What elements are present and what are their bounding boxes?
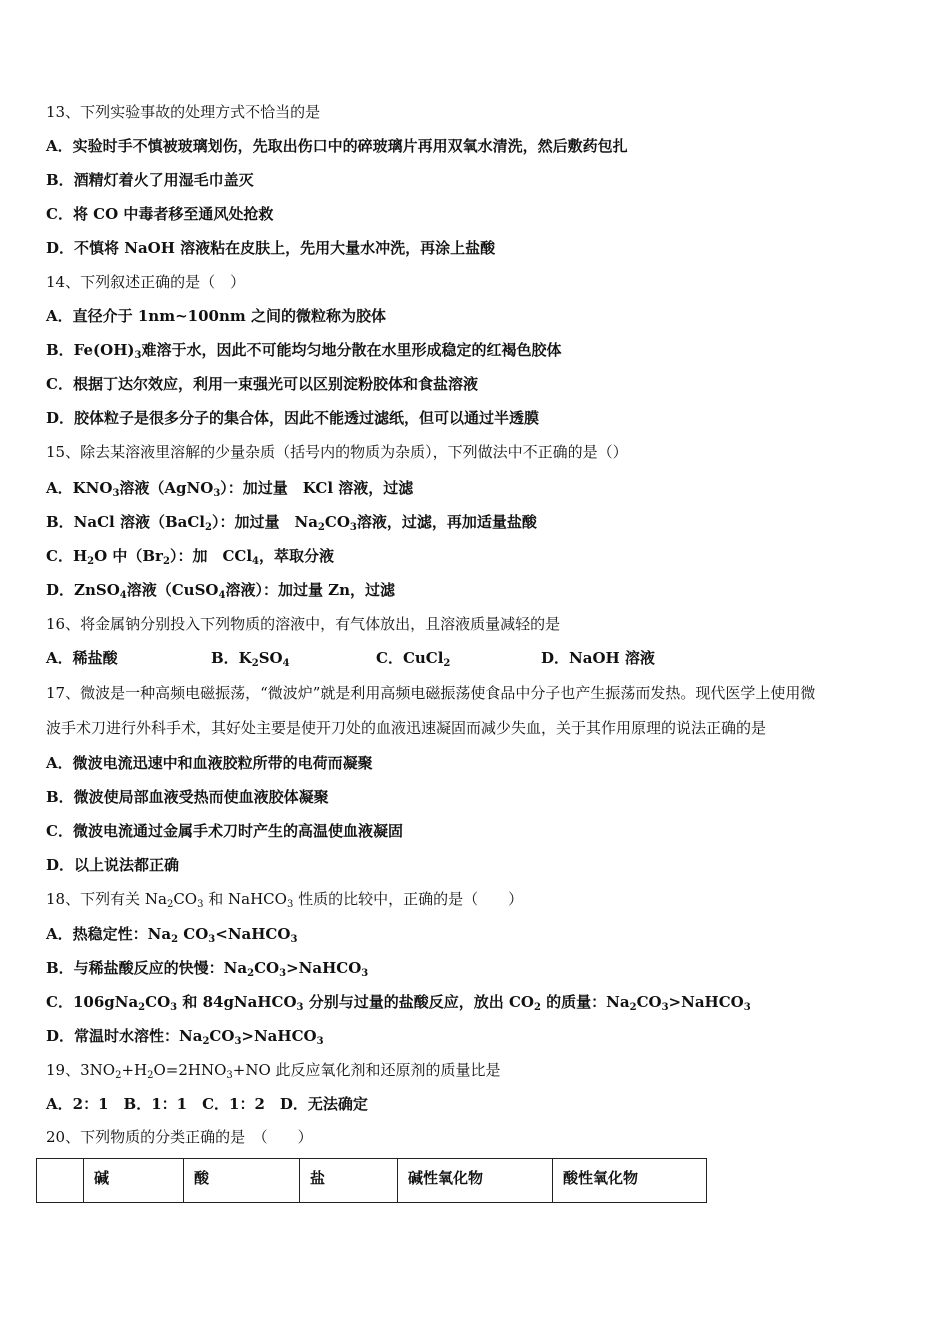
q15-stem: 15、除去某溶液里溶解的少量杂质（括号内的物质为杂质），下列做法中不正确的是（） (46, 443, 628, 461)
q15-option-a: A．$KNO_3$溶液（AgNO$_3$）：加过量 KCl 溶液，过滤 (46, 479, 414, 499)
q14-option-d: D．胶体粒子是很多分子的集合体，因此不能透过滤纸，但可以通过半透膜 (46, 409, 540, 427)
table-header-cell: 酸性氧化物 (553, 1159, 707, 1203)
q13-option-a: A．实验时手不慎被玻璃划伤，先取出伤口中的碎玻璃片再用双氧水清洗，然后敷药包扎 (46, 137, 628, 155)
q18-option-d: D．常温时水溶性：$Na_2CO_3>NaHCO_3$ (46, 1027, 324, 1047)
q17-option-a: A．微波电流迅速中和血液胶粒所带的电荷而凝聚 (46, 754, 373, 772)
table-header-cell (37, 1159, 84, 1203)
table-header-row (37, 1159, 707, 1203)
q16-option-d: D．NaOH 溶液 (541, 649, 655, 667)
q17-stem-line1: 17、微波是一种高频电磁振荡，“微波炉”就是利用高频电磁振荡使食品中分子也产生振荡而发热。现代医学上使用微 (46, 684, 816, 702)
q14-stem: 14、下列叙述正确的是（ ） (46, 273, 246, 291)
q13-option-b: B．酒精灯着火了用湿毛巾盖灭 (46, 171, 254, 189)
q15-option-d: D．ZnSO$_4$溶液（CuSO$_4$溶液）：加过量 Zn，过滤 (46, 581, 396, 601)
q16-option-c: C．CuCl$_2$ (376, 649, 451, 669)
q15-option-b: B．NaCl 溶液（BaCl$_2$）：加过量 $Na_2CO_3$溶液，过滤，再加适量盐酸 (46, 513, 537, 533)
q19-options: A．2：1 B．1：1 C．1：2 D．无法确定 (46, 1095, 368, 1113)
table-header-cell: 盐 (300, 1159, 398, 1203)
table-header-cell: 碱 (84, 1159, 184, 1203)
q14-option-b: B．$Fe(OH)_3$难溶于水，因此不可能均匀地分散在水里形成稳定的红褐色胶体 (46, 341, 562, 361)
classification-table (36, 1158, 707, 1203)
q18-option-c: C．$106gNa_2CO_3$ 和 84gNaHCO$_3$ 分别与过量的盐酸反应，放出 $CO_2$ 的质量：$Na_2CO_3>NaHCO_3$ (46, 993, 751, 1013)
q16-option-a: A．稀盐酸 (46, 649, 118, 667)
q13-option-c: C．将 CO 中毒者移至通风处抢救 (46, 205, 274, 223)
table-header-cell: 酸 (184, 1159, 300, 1203)
q20-stem: 20、下列物质的分类正确的是 （ ） (46, 1128, 313, 1146)
q17-option-d: D．以上说法都正确 (46, 856, 180, 874)
q17-option-b: B．微波使局部血液受热而使血液胶体凝聚 (46, 788, 329, 806)
q19-stem: 19、$3NO_2+H_2O=2HNO_3+NO$ 此反应氧化剂和还原剂的质量比是 (46, 1061, 501, 1081)
q14-option-a: A．直径介于 1nm~100nm 之间的微粒称为胶体 (46, 307, 386, 325)
q13-stem: 13、下列实验事故的处理方式不恰当的是 (46, 103, 321, 121)
q16-option-b: B．$K_2SO_4$ (211, 649, 290, 669)
q16-stem: 16、将金属钠分别投入下列物质的溶液中，有气体放出，且溶液质量减轻的是 (46, 615, 561, 633)
q18-option-b: B．与稀盐酸反应的快慢：$Na_2CO_3>NaHCO_3$ (46, 959, 369, 979)
q18-option-a: A．热稳定性：$Na_2$ $CO_3<NaHCO_3$ (46, 925, 298, 945)
q14-option-c: C．根据丁达尔效应，利用一束强光可以区别淀粉胶体和食盐溶液 (46, 375, 478, 393)
q13-option-d: D．不慎将 NaOH 溶液粘在皮肤上，先用大量水冲洗，再涂上盐酸 (46, 239, 496, 257)
q18-stem: 18、下列有关 $Na_2CO_3$ 和 NaHCO$_3$ 性质的比较中，正确的是（ ） (46, 890, 524, 910)
q17-stem-line2: 波手术刀进行外科手术，其好处主要是使开刀处的血液迅速凝固而减少失血，关于其作用原理的说法正确的是 (46, 719, 767, 737)
q15-option-c: C．$H_2O$ 中$(Br_2)$：加 CCl$_4$，萃取分液 (46, 547, 334, 567)
table-header-cell: 碱性氧化物 (398, 1159, 553, 1203)
q17-option-c: C．微波电流通过金属手术刀时产生的高温使血液凝固 (46, 822, 403, 840)
